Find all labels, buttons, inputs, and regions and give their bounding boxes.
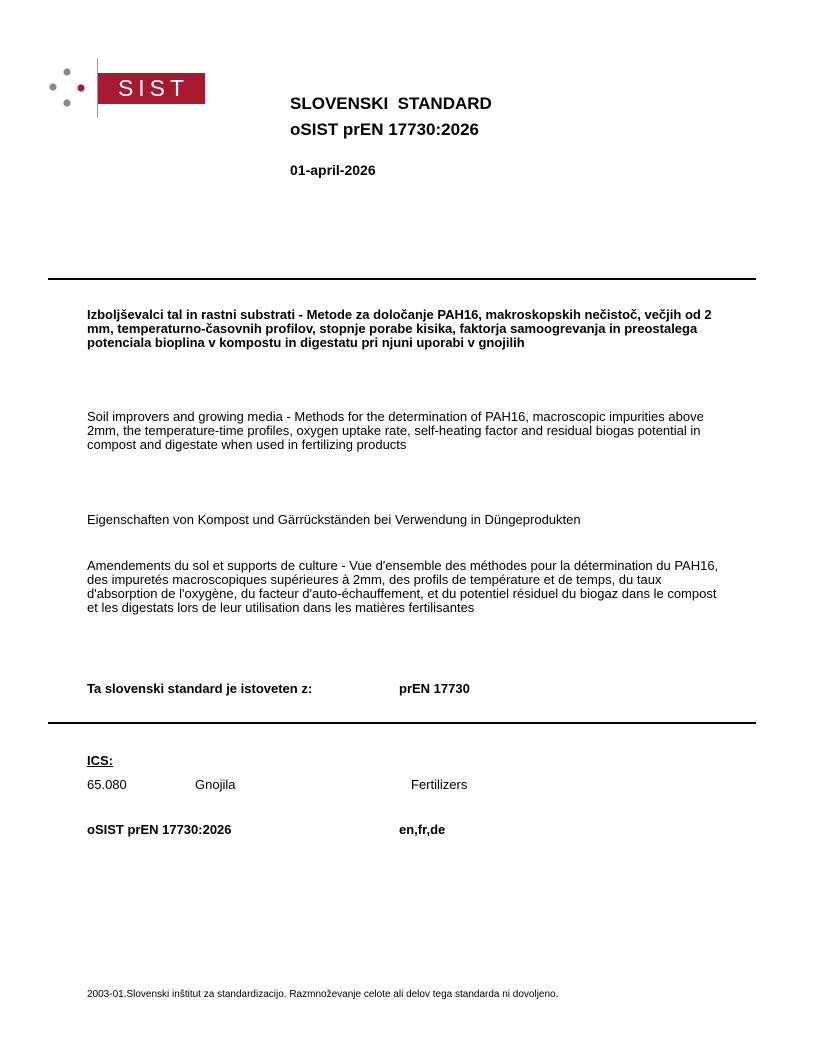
ics-heading: ICS: [87,753,113,768]
bottom-languages: en,fr,de [399,822,446,837]
ics-slovenian: Gnojila [195,777,236,792]
title-french: Amendements du sol et supports de culture - Vue d'ensemble des méthodes pour la détermination du PAH16, des impuretés macroscopiques supérieures à 2mm, des profils de température et de temps, du taux d'absorption de l'oxygène, du facteur d'auto-échauffement, et du potentiel résiduel du biogaz dans le compost et les digestats lors de leur utilisation dans les matières fertilisantes [87,558,719,615]
logo-text: SIST [117,75,190,101]
standard-code: oSIST prEN 17730:2026 [290,120,479,139]
top-divider [48,278,756,280]
title-english: Soil improvers and growing media - Methods for the determination of PAH16, macroscopic impurities above 2mm, the temperature-time profiles, oxygen uptake rate, self-heating factor and residual biogas potential in compost and digestate when used in fertilizing products [87,409,704,452]
ics-english: Fertilizers [411,777,468,792]
title-german: Eigenschaften von Kompost und Gärrückständen bei Verwendung in Düngeprodukten [87,512,581,527]
identical-label: Ta slovenski standard je istoveten z: [87,681,313,696]
sist-logo-dots-icon [48,66,88,110]
publication-date: 01-april-2026 [290,162,376,178]
sist-logo [98,73,205,104]
title-slovenian: Izboljševalci tal in rastni substrati - Metode za določanje PAH16, makroskopskih nečistoč, večjih od 2 mm, temperaturno-časovnih profilov, stopnje porabe kisika, faktorja samoogrevanja in preostalega potenciala bioplina v kompostu in digestatu pri njuni uporabi v gnojilih [87,307,712,350]
bottom-standard-code: oSIST prEN 17730:2026 [87,822,232,837]
document-type-title: SLOVENSKI STANDARD [290,94,492,113]
copyright-footer: 2003-01.Slovenski inštitut za standardizacijo. Razmnoževanje celote ali delov tega standarda ni dovoljeno. [87,989,559,1000]
identical-value: prEN 17730 [399,681,470,696]
ics-code: 65.080 [87,777,127,792]
bottom-divider [48,722,756,724]
